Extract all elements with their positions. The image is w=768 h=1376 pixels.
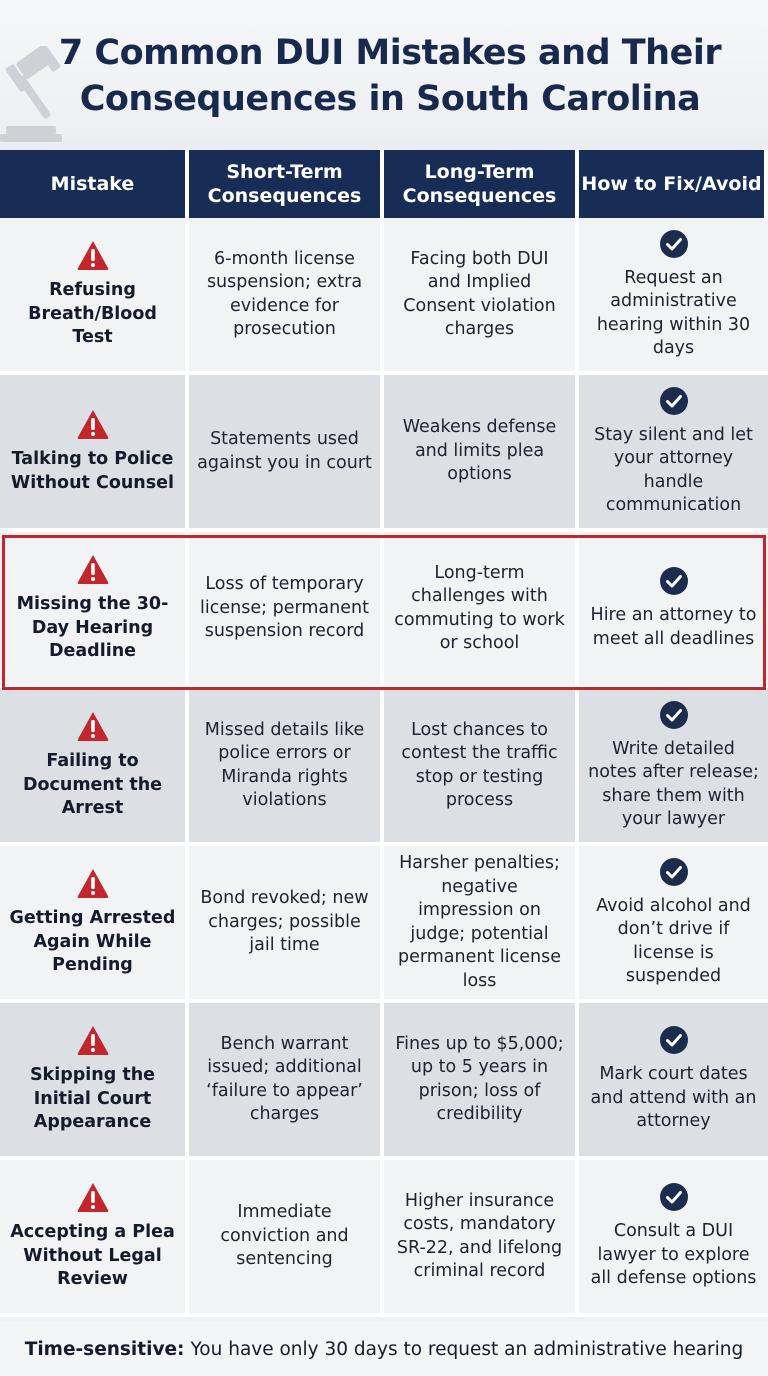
fix-cell <box>579 532 768 689</box>
short-term-cell: Missed details like police errors or Miranda rights violations <box>189 689 384 846</box>
long-term-cell: Long-term challenges with commuting to work or school <box>384 532 579 689</box>
mistake-label: Missing the 30-Day Hearing Deadline <box>16 594 169 662</box>
warning-triangle-icon <box>76 553 110 585</box>
fix-cell <box>579 1160 768 1317</box>
fix-label: Hire an attorney to meet all deadlines <box>590 605 757 649</box>
header-how-to-fix: How to Fix/Avoid <box>579 150 768 218</box>
check-circle-icon <box>659 1025 689 1055</box>
header-long-term: Long-Term Consequences <box>384 150 579 218</box>
mistake-label: Failing to Document the Arrest <box>22 751 163 819</box>
warning-triangle-icon <box>76 1024 110 1056</box>
mistake-label: Talking to Police Without Counsel <box>10 449 175 493</box>
mistake-cell <box>0 532 189 689</box>
warning-triangle-icon <box>76 710 110 742</box>
footer-note <box>0 1322 768 1376</box>
header-short-term: Short-Term Consequences <box>189 150 384 218</box>
header-mistake: Mistake <box>0 150 189 218</box>
mistake-cell <box>0 375 189 532</box>
fix-cell <box>579 1003 768 1160</box>
title-area <box>0 0 768 150</box>
warning-triangle-icon <box>76 867 110 899</box>
long-term-cell: Harsher penalties; negative impression on judge; potential permanent license loss <box>384 846 579 1003</box>
check-circle-icon <box>659 857 689 887</box>
page-title: 7 Common DUI Mistakes and Their Consequences in South Carolina <box>58 33 722 119</box>
short-term-cell: Immediate conviction and sentencing <box>189 1160 384 1317</box>
fix-cell <box>579 689 768 846</box>
short-term-cell: 6-month license suspension; extra evidence for prosecution <box>189 218 384 375</box>
short-term-cell: Bench warrant issued; additional ‘failure to appear’ charges <box>189 1003 384 1160</box>
fix-cell <box>579 218 768 375</box>
long-term-cell: Fines up to $5,000; up to 5 years in prison; loss of credibility <box>384 1003 579 1160</box>
short-term-cell: Loss of temporary license; permanent suspension record <box>189 532 384 689</box>
check-circle-icon <box>659 386 689 416</box>
long-term-cell: Lost chances to contest the traffic stop or testing process <box>384 689 579 846</box>
footer-text: You have only 30 days to request an administrative hearing <box>190 1338 744 1360</box>
long-term-cell: Facing both DUI and Implied Consent violation charges <box>384 218 579 375</box>
fix-cell <box>579 375 768 532</box>
dui-mistakes-table <box>0 150 768 1317</box>
mistake-cell <box>0 1160 189 1317</box>
warning-triangle-icon <box>76 408 110 440</box>
check-circle-icon <box>659 229 689 259</box>
check-circle-icon <box>659 566 689 596</box>
mistake-cell <box>0 689 189 846</box>
warning-triangle-icon <box>76 239 110 271</box>
mistake-label: Getting Arrested Again While Pending <box>9 908 176 976</box>
mistake-label: Refusing Breath/Blood Test <box>28 280 157 348</box>
mistake-cell <box>0 1003 189 1160</box>
mistake-label: Skipping the Initial Court Appearance <box>29 1065 156 1133</box>
short-term-cell: Bond revoked; new charges; possible jail time <box>189 846 384 1003</box>
fix-label: Request an administrative hearing within 30 days <box>596 267 751 358</box>
mistake-cell <box>0 218 189 375</box>
check-circle-icon <box>659 1182 689 1212</box>
fix-cell <box>579 846 768 1003</box>
mistake-label: Accepting a Plea Without Legal Review <box>10 1222 175 1290</box>
fix-label: Avoid alcohol and don’t drive if license is suspended <box>596 895 751 986</box>
warning-triangle-icon <box>76 1181 110 1213</box>
fix-label: Consult a DUI lawyer to explore all defense options <box>590 1221 757 1289</box>
fix-label: Write detailed notes after release; share them with your lawyer <box>588 738 759 829</box>
mistake-cell <box>0 846 189 1003</box>
fix-label: Stay silent and let your attorney handle communication <box>594 424 753 515</box>
fix-label: Mark court dates and attend with an attorney <box>590 1064 757 1132</box>
long-term-cell: Weakens defense and limits plea options <box>384 375 579 532</box>
short-term-cell: Statements used against you in court <box>189 375 384 532</box>
footer-label: Time-sensitive: <box>24 1338 185 1360</box>
check-circle-icon <box>659 700 689 730</box>
long-term-cell: Higher insurance costs, mandatory SR-22, and lifelong criminal record <box>384 1160 579 1317</box>
